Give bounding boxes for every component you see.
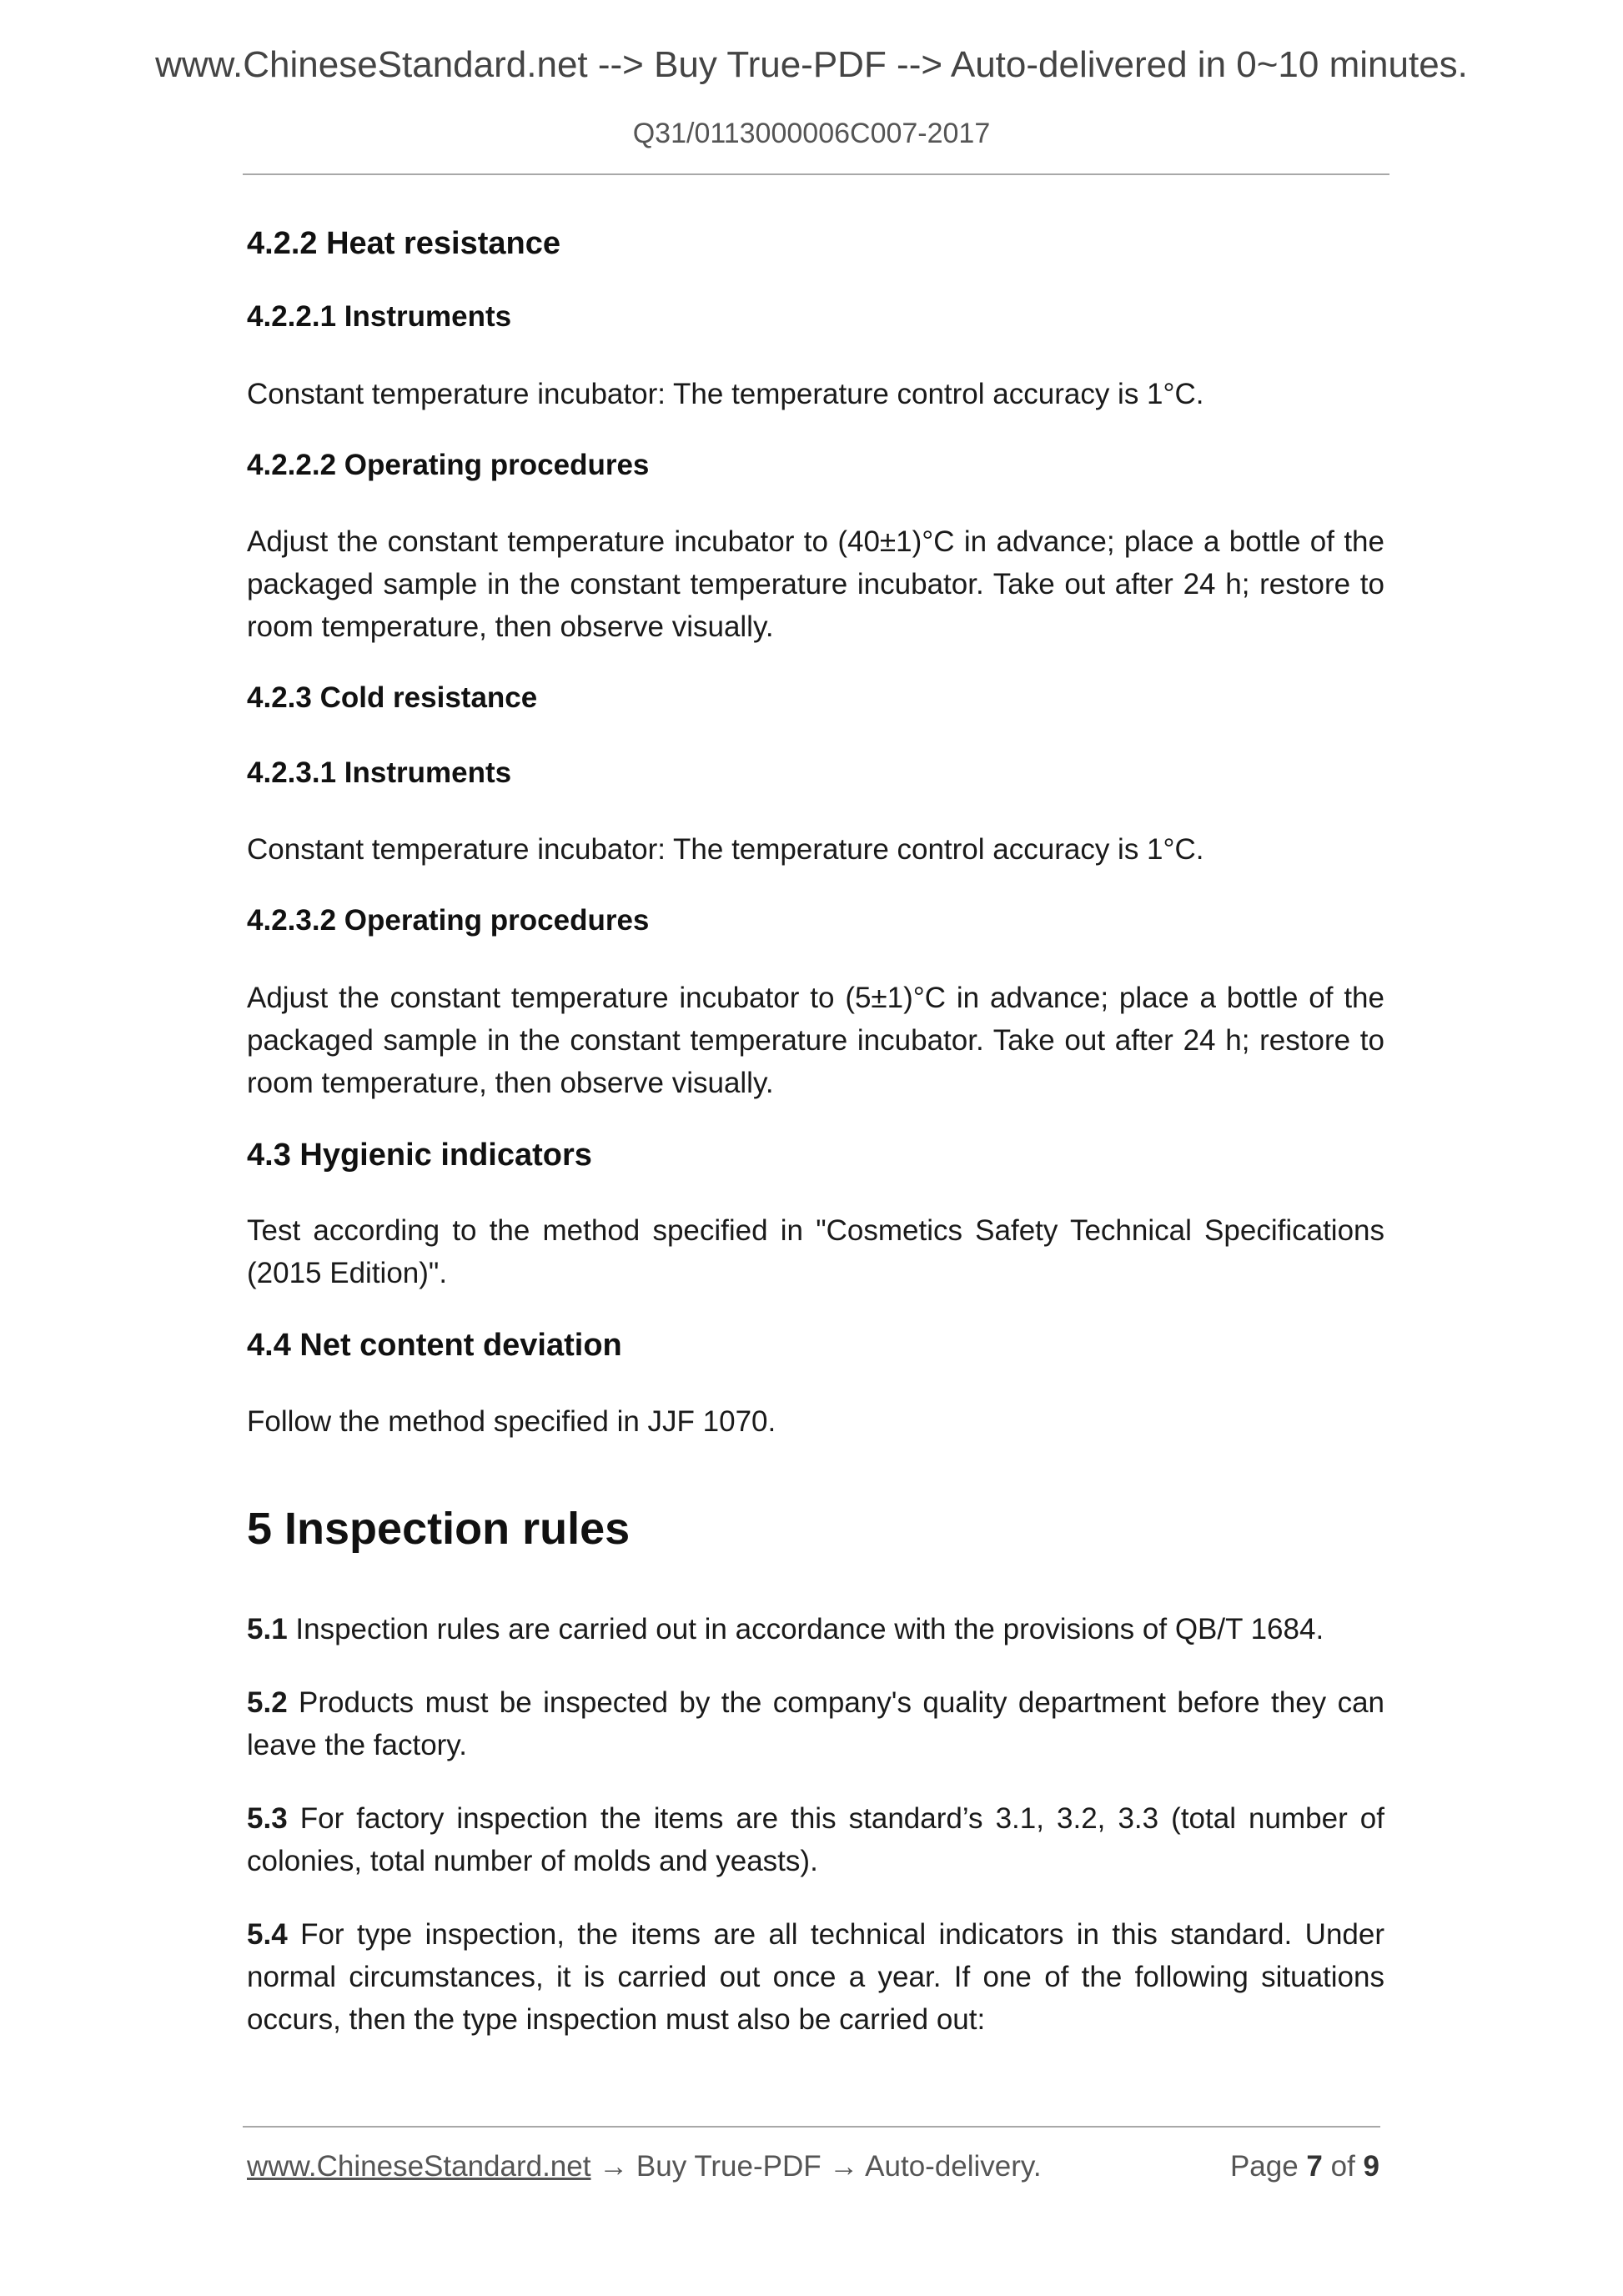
page-current: 7	[1306, 2150, 1323, 2183]
heading-4-2-3: 4.2.3 Cold resistance	[247, 681, 538, 715]
heading-4-2-3-2: 4.2.3.2 Operating procedures	[247, 904, 650, 937]
heading-4-4: 4.4 Net content deviation	[247, 1328, 622, 1364]
heading-4-2-2-1: 4.2.2.1 Instruments	[247, 300, 512, 334]
clause-number: 5.2	[247, 1686, 288, 1719]
paragraph-4-4: Follow the method specified in JJF 1070.	[247, 1404, 776, 1438]
heading-4-2-2-2: 4.2.2.2 Operating procedures	[247, 448, 650, 481]
clause-number: 5.4	[247, 1917, 288, 1951]
page-number	[1230, 2149, 1379, 2184]
clause-text: Inspection rules are carried out in accordance with the provisions of QB/T 1684.	[287, 1612, 1324, 1645]
paragraph-4-2-3-2: Adjust the constant temperature incubator to (5±1)°C in advance; place a bottle of the packaged sample in the constant temperature incubator. Take out after 24 h; restore to room temperature, then observe visually.	[247, 981, 1384, 1099]
document-code: Q31/0113000006C007-2017	[632, 118, 991, 149]
clause-number: 5.3	[247, 1801, 288, 1835]
heading-4-2-2: 4.2.2 Heat resistance	[247, 226, 561, 261]
heading-4-2-3-1: 4.2.3.1 Instruments	[247, 756, 512, 789]
top-banner: www.ChineseStandard.net --> Buy True-PDF --> Auto-delivered in 0~10 minutes.	[155, 44, 1468, 85]
footer-left	[247, 2149, 1042, 2184]
page-label: Page	[1229, 2150, 1307, 2183]
paragraph-4-3: Test according to the method specified in "Cosmetics Safety Technical Specifications (2015 Edition)".	[247, 1214, 1384, 1290]
footer-site-link[interactable]: www.ChineseStandard.net	[247, 2150, 591, 2183]
paragraph-4-2-3-1: Constant temperature incubator: The temperature control accuracy is 1°C.	[247, 833, 1204, 867]
page-total: 9	[1363, 2150, 1379, 2183]
clause-5-2	[247, 1681, 1384, 1766]
clause-5-4	[247, 1913, 1384, 2041]
paragraph-4-2-2-1: Constant temperature incubator: The temperature control accuracy is 1°C.	[247, 377, 1204, 410]
clause-text: For type inspection, the items are all technical indicators in this standard. Under normal circumstances, it is carried out once a year. If one of the following situations occurs, then the type inspection must also be carried out:	[247, 1917, 1384, 2036]
clause-5-1	[247, 1608, 1384, 1650]
footer-tagline: → Buy True-PDF → Auto-delivery.	[590, 2150, 1042, 2183]
page-content	[247, 224, 1384, 2072]
paragraph-4-2-2-2: Adjust the constant temperature incubator to (40±1)°C in advance; place a bottle of the packaged sample in the constant temperature incubator. Take out after 24 h; restore to room temperature, then observe visually.	[247, 525, 1384, 644]
header-divider	[243, 173, 1389, 175]
clause-number: 5.1	[247, 1612, 288, 1645]
heading-4-3: 4.3 Hygienic indicators	[247, 1137, 592, 1173]
clause-text: For factory inspection the items are this standard’s 3.1, 3.2, 3.3 (total number of colonies, total number of molds and yeasts).	[247, 1801, 1384, 1877]
clause-text: Products must be inspected by the company's quality department before they can leave the factory.	[247, 1686, 1384, 1761]
clause-5-3	[247, 1797, 1384, 1882]
heading-5: 5 Inspection rules	[247, 1503, 631, 1554]
page-of: of	[1322, 2150, 1364, 2183]
footer-divider	[243, 2126, 1380, 2128]
